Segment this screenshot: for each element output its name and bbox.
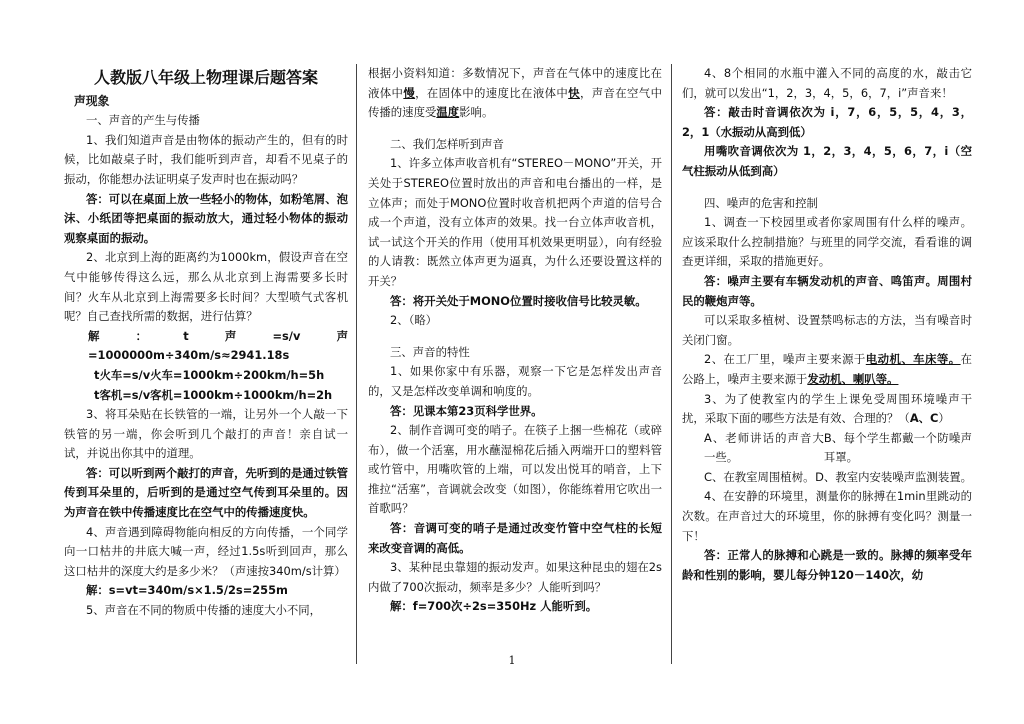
q5-text-b: ，在固体中的速度比在液体中 <box>415 85 569 100</box>
answer-1-3: 答：可以听到两个敲打的声音，先听到的是通过铁管传到耳朵里的，后听到的是通过空气传到耳朵里的。因为声音在铁中传播速度比在空气中的传播速度快。 <box>64 465 348 520</box>
question-1-5-continued <box>368 64 662 123</box>
question-1-5: 5、声音在不同的物质中传播的速度大小不同， <box>86 603 322 618</box>
question-1-4: 4、声音遇到障碍物能向相反的方向传播，一个同学向一口枯井的井底大喊一声，经过1.5s听到回声，那么这口枯井的深度大约是多少米？（声速按340m/s计算） <box>64 524 348 578</box>
q5-text-a: 根据小资料知道：多数情况下，声音在气体中的速度比在液体中 <box>368 66 662 100</box>
question-2-2: 2、（略） <box>390 313 438 328</box>
q4-2-text-a: 2、在工厂里，噪声主要来源于 <box>704 352 866 367</box>
question-4-3 <box>682 390 972 429</box>
answer-3-4-line-2: 用嘴吹音调依次为 1，2，3，4，5，6，7，i（空气柱振动从低到高） <box>682 144 972 178</box>
column-1 <box>64 64 348 664</box>
option-d: D、教室内安装噪声监测装置。 <box>815 469 972 484</box>
answer-1-4: 解：s=vt=340m/s×1.5/2s=255m <box>86 583 288 598</box>
answer-4-1: 答：噪声主要有车辆发动机的声音、鸣笛声。周围村民的鞭炮声等。 <box>682 273 972 308</box>
column-divider-2 <box>671 64 672 664</box>
q4-3-close: ） <box>938 411 950 426</box>
answer-1-2-line-1: 解：t声=s/v声=1000000m÷340m/s≈2941.18s <box>88 328 348 363</box>
question-2-1: 1、许多立体声收音机有“STEREO－MONO”开关，开关处于STEREO位置时放出的声音和电台播出的一样，是立体声；而处于MONO位置时收音机把两个声道的信号合成一个声道，没有立体声的效果。找一台立体声收音机，试一试这个开关的作用（使用耳机效果更明显），向有经验的人请教：既然立体声更为逼真，为什么还要设置这样的开关？ <box>368 156 662 288</box>
question-4-1: 1、调查一下校园里或者你家周围有什么样的噪声。应该采取什么控制措施？与班里的同学交流，看看谁的调查更详细，采取的措施更好。 <box>682 215 972 269</box>
option-b: B、每个学生都戴一个防噪声耳罩。 <box>823 430 972 465</box>
section-heading-2: 二、我们怎样听到声音 <box>390 136 504 151</box>
document-title: 人教版八年级上物理课后题答案 <box>93 68 318 87</box>
answer-1-1: 答：可以在桌面上放一些轻小的物体，如粉笔屑、泡沫、小纸团等把桌面的振动放大，通过轻小物体的振动观察桌面的振动。 <box>64 191 348 245</box>
answer-2-1: 答：将开关处于MONO位置时接收信号比较灵敏。 <box>390 293 647 308</box>
answer-1-2-line-3: t客机=s/v客机=1000km÷1000km/h=2h <box>94 387 333 402</box>
question-3-2: 2、制作音调可变的哨子。在筷子上捆一些棉花（或碎布），做一个活塞，用水蘸湿棉花后插入两端开口的塑料管或竹管中，用嘴吹管的上端，可以发出悦耳的哨音，上下推拉“活塞”，音调就会改变（如图），你能练着用它吹出一首歌吗？ <box>368 423 662 516</box>
blank-fast: 快 <box>568 85 580 100</box>
section-heading-3: 三、声音的特性 <box>390 344 470 359</box>
question-4-2 <box>682 350 972 389</box>
q5-text-c: ，声音在空气中传播的速度受 <box>368 85 662 120</box>
answer-4-1-extra: 可以采取多植树、设置禁鸣标志的方法，当有噪音时关闭门窗。 <box>682 313 972 347</box>
q5-text-d: 影响。 <box>459 105 494 120</box>
question-1-2: 2、北京到上海的距离约为1000km，假设声音在空气中能够传得这么远，那么从北京到上海需要多长时间？火车从北京到上海需要多长时间？大型喷气式客机呢？自己查找所需的数据，进行估算？ <box>64 250 348 324</box>
option-c: C、在教室周围植树。 <box>704 469 815 484</box>
answer-3-1: 答：见课本第23页科学世界。 <box>390 403 543 418</box>
question-1-3: 3、将耳朵贴在长铁管的一端，让另外一个人敲一下铁管的另一端，你会听到几个敲打的声音！亲自试一试，并说出你其中的道理。 <box>64 407 348 461</box>
answer-3-3: 解：f=700次÷2s=350Hz 人能听到。 <box>390 599 598 614</box>
section-heading-4: 四、噪声的危害和控制 <box>704 195 818 210</box>
answer-4-4: 答：正常人的脉搏和心跳是一致的。脉搏的频率受年龄和性别的影响，婴儿每分钟120－140次，幼 <box>682 548 972 582</box>
column-divider-1 <box>356 64 357 664</box>
question-3-1: 1、如果你家中有乐器，观察一下它是怎样发出声音的，又是怎样改变单调和响度的。 <box>368 364 662 398</box>
answer-3-4-line-1: 答：敲击时音调依次为 i，7，6，5，5，4，3，2，1（水振动从高到低） <box>682 105 972 139</box>
blank-temperature: 温度 <box>436 105 460 120</box>
chapter-heading: 声现象 <box>74 93 110 108</box>
options-row-2 <box>682 468 972 488</box>
question-4-4: 4、在安静的环境里，测量你的脉搏在1min里跳动的次数。在声音过大的环境里，你的脉搏有变化吗？测量一下！ <box>682 489 972 543</box>
blank-factory-noise: 电动机、车床等。 <box>865 352 961 367</box>
column-3 <box>682 64 972 664</box>
section-heading-1: 一、声音的产生与传播 <box>86 113 200 128</box>
answer-3-2: 答：音调可变的哨子是通过改变竹管中空气柱的长短来改变音调的高低。 <box>368 521 662 555</box>
options-row-1 <box>682 429 972 468</box>
question-1-1: 1、我们知道声音是由物体的振动产生的，但有的时候，比如敲桌子时，我们能听到声音，却看不见桌子的振动，你能想办法证明桌子发声时也在振动吗？ <box>64 132 348 186</box>
blank-slow: 慢 <box>403 85 416 100</box>
page-number: 1 <box>508 654 516 667</box>
q4-2-text-b: 在公路上，噪声主要来源于 <box>682 352 972 386</box>
blank-road-noise: 发动机、喇叭等。 <box>807 371 899 386</box>
question-3-4: 4、8个相同的水瓶中灌入不同的高度的水，敲击它们，就可以发出“1，2，3，4，5，6，7，i”声音来！ <box>682 66 972 100</box>
column-2 <box>368 64 662 664</box>
q4-3-text: 3、为了使教室内的学生上课免受周围环境噪声干扰，采取下面的哪些方法是有效、合理的？（ <box>682 391 972 426</box>
answer-1-2-line-2: t火车=s/v火车=1000km÷200km/h=5h <box>94 367 325 382</box>
q4-3-answer: A、C <box>909 411 939 426</box>
question-3-3: 3、某种昆虫靠翅的振动发声。如果这种昆虫的翅在2s内做了700次振动，频率是多少？人能听到吗？ <box>368 560 662 594</box>
option-a: A、老师讲话的声音大一些。 <box>704 430 824 465</box>
